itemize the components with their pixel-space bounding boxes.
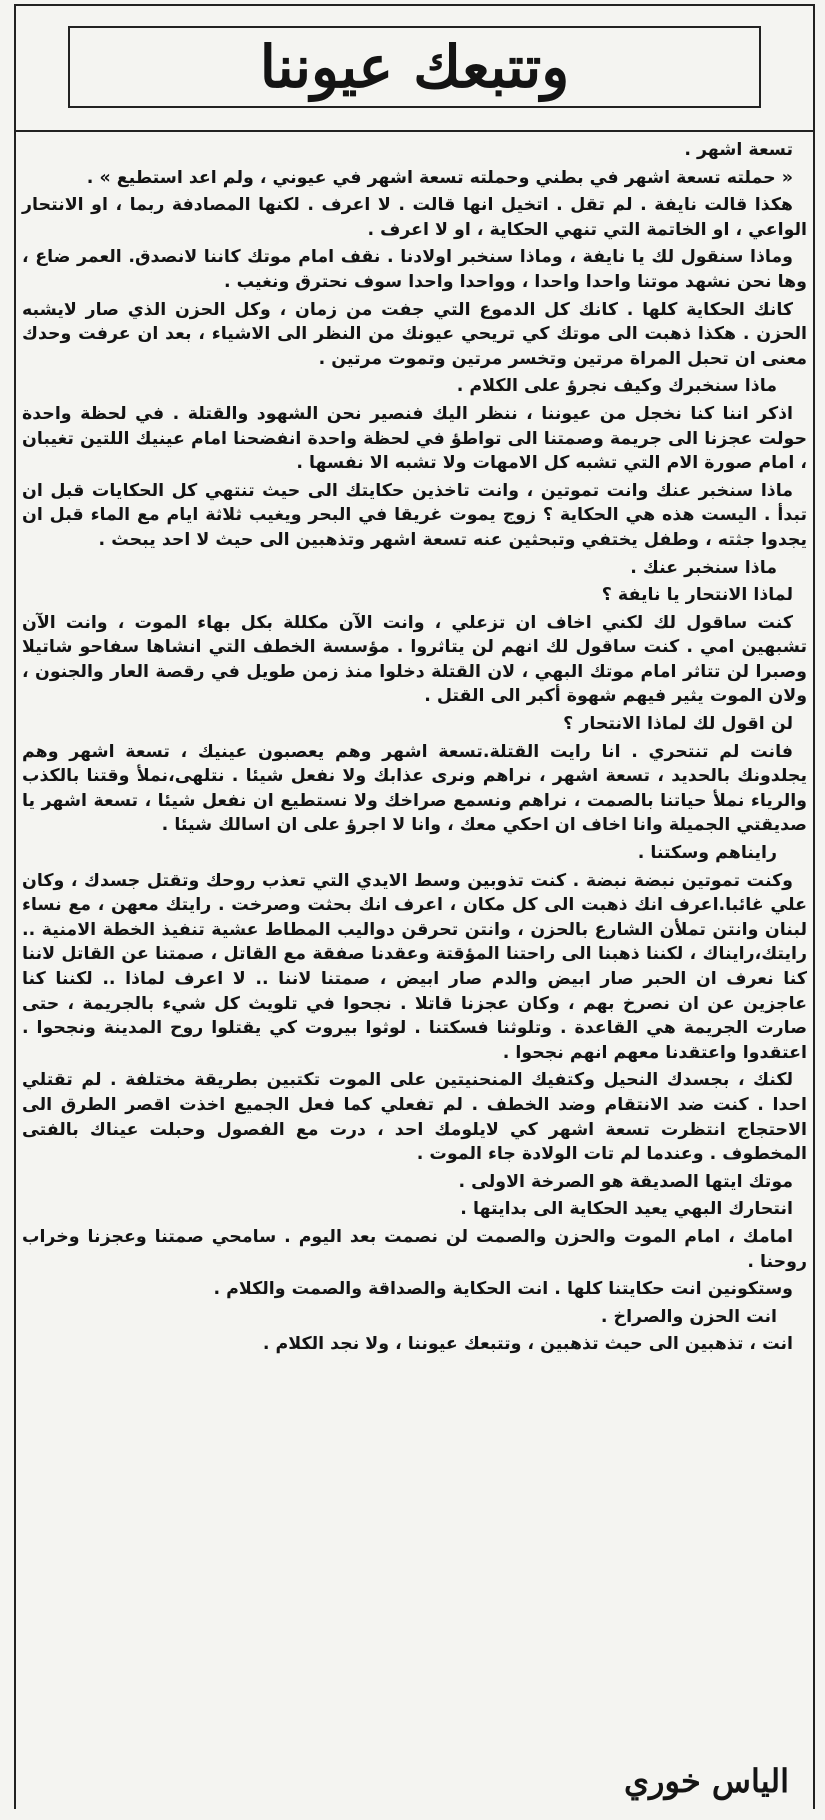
frame-border-left xyxy=(14,4,16,1809)
paragraph: موتك ايتها الصديقة هو الصرخة الاولى . xyxy=(458,1171,793,1192)
paragraph: « حملته تسعة اشهر في بطني وحملته تسعة اشهر في عيوني ، ولم اعد استطيع » . xyxy=(86,167,793,188)
frame-border-right xyxy=(813,4,815,1809)
paragraph: وكنت تموتين نبضة نبضة . كنت تذوبين وسط الايدي التي تعذب روحك وتقتل جسدك ، وكان علي غائبا.اعرف انك ذهبت الى كل مكان ، اعرف انك بحثت وصرخت . رايتك معهن ، مع نساء لبنان وانتن تملأن الشارع بالحزن ، وانتن تحرقن دواليب المطاط عشية تنفيذ الخطة الامنية .. رايتك،رايناك ، لكننا ذهبنا الى راحتنا المؤقتة وعقدنا صفقة مع القاتل ، صمتنا عن القاتل لاننا كنا نعرف ان الحبر صار ابيض والدم صار ابيض ، صمتنا لاننا .. لا اعرف لماذا .. لكننا كنا عاجزين عن ان نصرخ بهم ، وكان عجزنا قاتلا . نجحوا في تلويث كل شيء بالجريمة ، حتى صارت الجريمة هي القاعدة . وتلوثنا فسكتنا . لوثوا بيروت كي يقتلوا روح المدينة ونجحوا . اعتقدوا واعتقدنا معهم انهم نجحوا . xyxy=(22,870,807,1063)
paragraph: ماذا سنخبر عنك وانت تموتين ، وانت تاخذين حكايتك الى حيث تنتهي كل الحكايات قبل ان تبدأ . اليست هذه هي الحكاية ؟ زوج يموت غريقا في البحر ويغيب ثلاثة ايام مع الماء قبل ان يجدوا جثته ، وطفل يختفي وتبحثين عنه تسعة اشهر وتذهبين الى حيث لا احد يبحث . xyxy=(22,480,807,550)
article-body xyxy=(22,138,807,1750)
paragraph: هكذا قالت نايفة . لم تقل . اتخيل انها قالت . لا اعرف . لكنها المصادفة ربما ، او الانتحار الواعي ، او الخاتمة التي تنهي الحكاية ، او لا اعرف . xyxy=(22,195,807,240)
paragraph: لكنك ، بجسدك النحيل وكتفيك المنحنيتين على الموت تكتبين بطريقة مختلفة . لم تقتلي احدا . كنت ضد الانتقام وضد الخطف . لم تفعلي كما فعل الجميع اخذت اقصر الطرق الى الاحتجاج انتظرت تسعة اشهر كي لايلومك احد ، درت مع الفصول وحبلت عيناك بالفتى المخطوف . وعندما لم تات الولادة جاء الموت . xyxy=(22,1070,807,1165)
paragraph: كانك الحكاية كلها . كانك كل الدموع التي جفت من زمان ، وكل الحزن الذي صار لايشبه الحزن . هكذا ذهبت الى موتك كي تريحي عيونك من النظر الى الاشياء ، بعد ان عرفت وحدك معنى ان تحبل المراة مرتين وتخسر مرتين وتموت مرتين . xyxy=(22,299,807,369)
paragraph: تسعة اشهر . xyxy=(684,140,793,160)
paragraph: امامك ، امام الموت والحزن والصمت لن نصمت بعد اليوم . سامحي صمتنا وعجزنا وخراب روحنا . xyxy=(22,1226,807,1272)
paragraph: رايناهم وسكتنا . xyxy=(637,843,777,864)
paragraph: وماذا سنقول لك يا نايفة ، وماذا سنخبر اولادنا . نقف امام موتك كاننا لانصدق. العمر ضاع ، وها نحن نشهد موتنا واحدا واحدا ، وواحدا واحدا سوف نحترق ونغيب . xyxy=(22,247,807,292)
headline: وتتبعك عيوننا xyxy=(259,33,570,101)
paragraph: كنت ساقول لك لكني اخاف ان تزعلي ، وانت الآن مكللة بكل بهاء الموت ، وانت الآن تشبهين امي . كنت ساقول لك انهم لن يتاثروا . مؤسسة الخطف التي انشاها سفاحو شاتيلا وصبرا لن تتاثر امام موتك البهي ، لان القتلة دخلوا منذ زمن طويل في رقصة العار والجنون ، ولان الموت يثير فيهم شهوة أكبر الى القتل . xyxy=(22,612,807,707)
author-signature: الياس خوري xyxy=(623,1762,789,1800)
headline-box xyxy=(14,4,815,132)
paragraph: انت الحزن والصراخ . xyxy=(600,1306,777,1327)
headline-frame xyxy=(68,26,761,108)
paragraph: لماذا الانتحار يا نايفة ؟ xyxy=(601,585,793,606)
paragraph: انت ، تذهبين الى حيث تذهبين ، وتتبعك عيوننا ، ولا نجد الكلام . xyxy=(262,1334,793,1355)
paragraph: وستكونين انت حكايتنا كلها . انت الحكاية والصداقة والصمت والكلام . xyxy=(213,1279,793,1300)
paragraph: انتحارك البهي يعيد الحكاية الى بدايتها . xyxy=(460,1199,793,1220)
paragraph: اذكر اننا كنا نخجل من عيوننا ، ننظر اليك فنصير نحن الشهود والقتلة . في لحظة واحدة حولت عجزنا الى جريمة وصمتنا الى تواطؤ في لحظة واحدة انفضحنا امام عينيك اللتين تغيبان ، امام صورة الام التي تشبه كل الامهات ولا تشبه الا نفسها . xyxy=(22,403,807,474)
paragraph: فانت لم تنتحري . انا رايت القتلة.تسعة اشهر وهم يعصبون عينيك ، تسعة اشهر وهم يجلدونك بالحديد ، تسعة اشهر ، نراهم ونرى عذابك ولا نفعل شيئا . نتلهى،نملأ وقتنا بالكذب والرياء نملأ حياتنا بالصمت ، نراهم ونسمع صراخك ولا نستطيع ان نفعل شيئا ، تسعة اشهر يا صديقتي الجميلة وانا اخاف ان احكي معك ، وانا لا اجرؤ على ان اسالك شيئا . xyxy=(22,741,807,836)
paragraph: ماذا سنخبر عنك . xyxy=(630,557,777,578)
paragraph: لن اقول لك لماذا الانتحار ؟ xyxy=(563,714,793,735)
paragraph: ماذا سنخبرك وكيف نجرؤ على الكلام . xyxy=(456,376,777,397)
